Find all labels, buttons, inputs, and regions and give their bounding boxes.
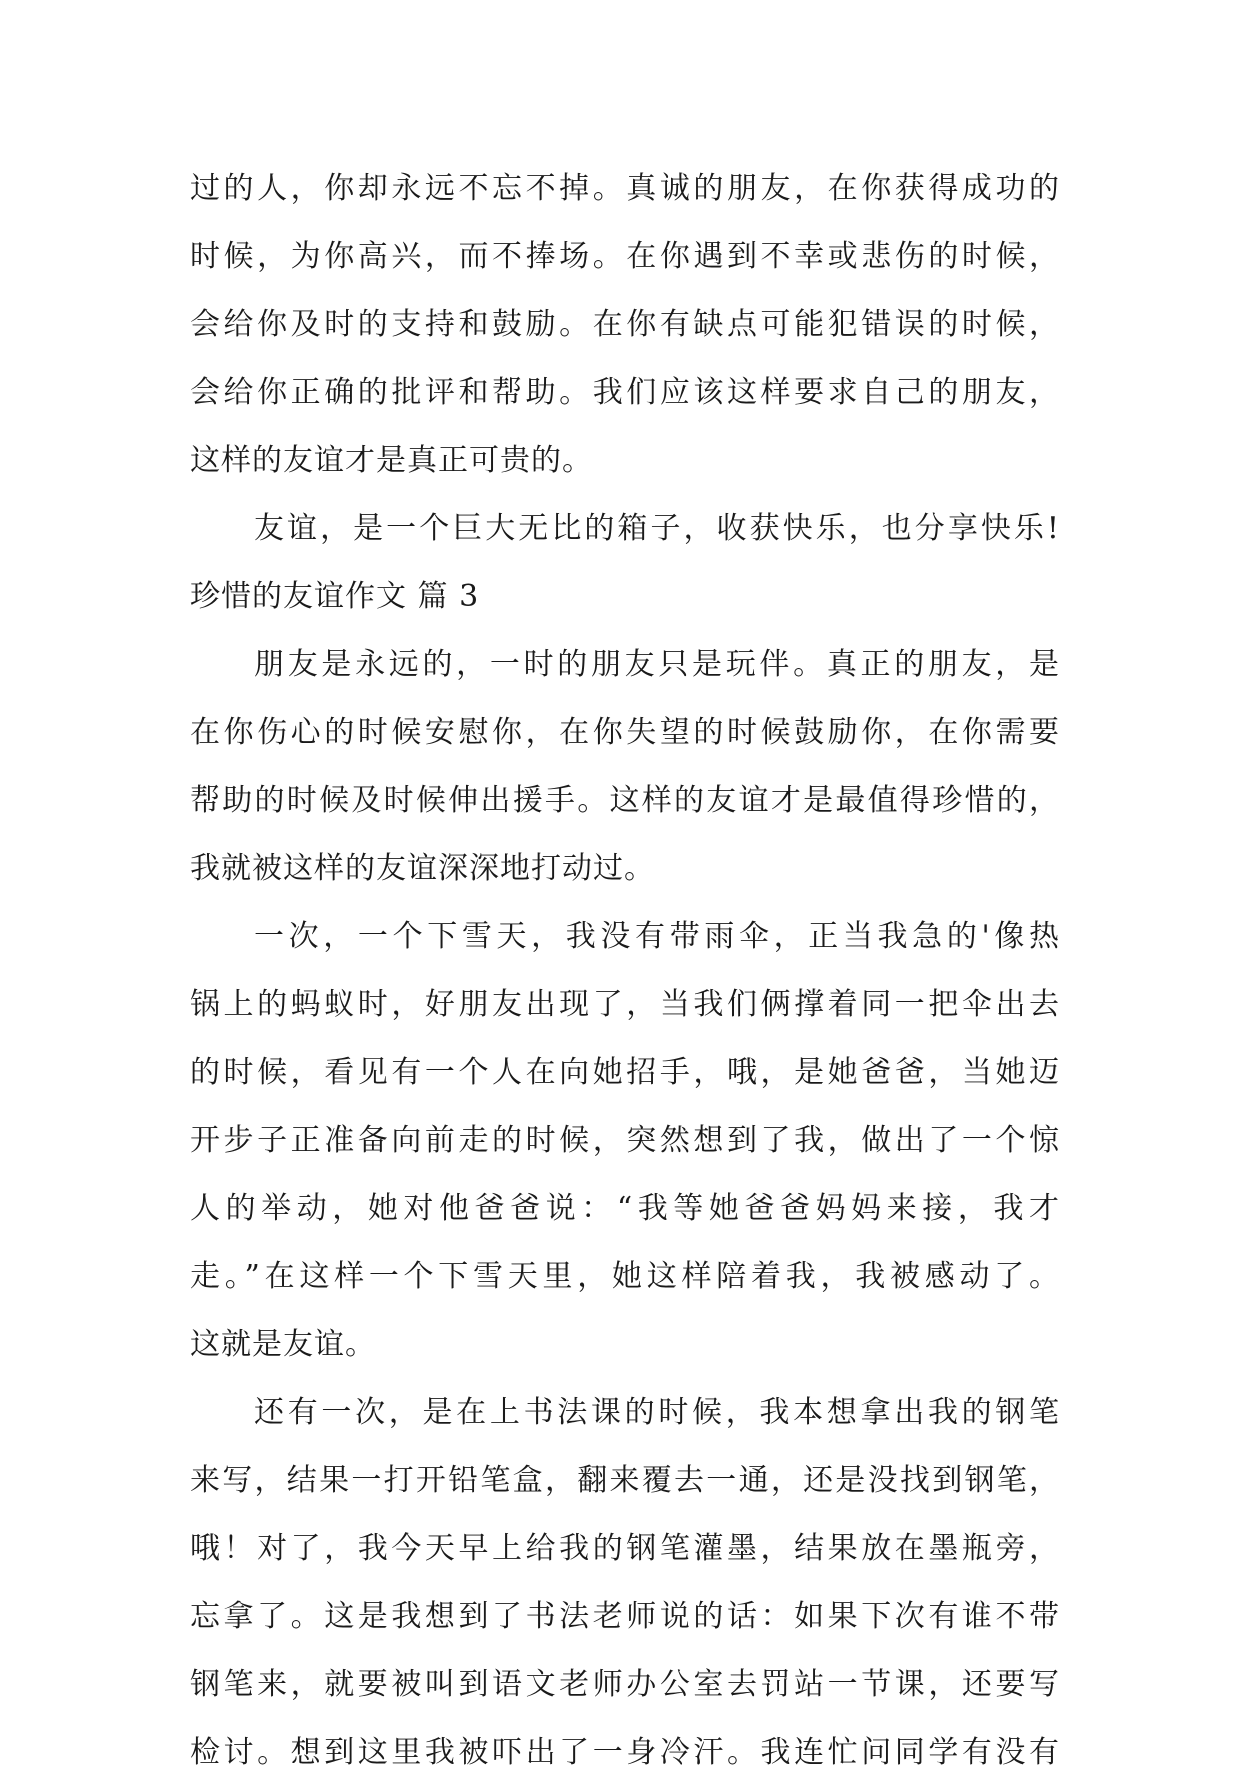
- section-heading: 珍惜的友谊作文 篇 3: [190, 579, 480, 614]
- text-line: 这样的友谊才是真正可贵的。: [190, 443, 593, 478]
- text-line: 检讨。想到这里我被吓出了一身冷汗。我连忙问同学有没有: [190, 1735, 1060, 1770]
- text-line: 开步子正准备向前走的时候，突然想到了我，做出了一个惊: [190, 1123, 1060, 1158]
- text-line: 人的举动，她对他爸爸说：“我等她爸爸妈妈来接，我才: [190, 1191, 1060, 1226]
- text-line: 钢笔来，就要被叫到语文老师办公室去罚站一节课，还要写: [190, 1667, 1060, 1702]
- text-line: 一次，一个下雪天，我没有带雨伞，正当我急的'像热: [254, 919, 1060, 954]
- text-line: 帮助的时候及时候伸出援手。这样的友谊才是最值得珍惜的，: [190, 783, 1060, 818]
- text-line: 友谊，是一个巨大无比的箱子，收获快乐，也分享快乐!: [254, 511, 1060, 546]
- text-line: 的时候，看见有一个人在向她招手，哦，是她爸爸，当她迈: [190, 1055, 1060, 1090]
- text-line: 这就是友谊。: [190, 1327, 376, 1362]
- text-line: 在你伤心的时候安慰你，在你失望的时候鼓励你，在你需要: [190, 715, 1060, 750]
- text-line: 锅上的蚂蚁时，好朋友出现了，当我们俩撑着同一把伞出去: [190, 987, 1060, 1022]
- text-line: 时候，为你高兴，而不捧场。在你遇到不幸或悲伤的时候，: [190, 239, 1060, 274]
- text-line: 朋友是永远的，一时的朋友只是玩伴。真正的朋友，是: [254, 647, 1060, 682]
- text-line: 我就被这样的友谊深深地打动过。: [190, 851, 655, 886]
- text-line: 哦！对了，我今天早上给我的钢笔灌墨，结果放在墨瓶旁，: [190, 1531, 1060, 1566]
- text-line: 来写，结果一打开铅笔盒，翻来覆去一通，还是没找到钢笔，: [190, 1463, 1060, 1498]
- text-line: 会给你及时的支持和鼓励。在你有缺点可能犯错误的时候，: [190, 307, 1060, 342]
- text-line: 走。”在这样一个下雪天里，她这样陪着我，我被感动了。: [190, 1259, 1060, 1294]
- text-line: 忘拿了。这是我想到了书法老师说的话：如果下次有谁不带: [190, 1599, 1060, 1634]
- text-line: 还有一次，是在上书法课的时候，我本想拿出我的钢笔: [254, 1395, 1060, 1430]
- text-line: 过的人，你却永远不忘不掉。真诚的朋友，在你获得成功的: [190, 171, 1060, 206]
- text-line: 会给你正确的批评和帮助。我们应该这样要求自己的朋友，: [190, 375, 1060, 410]
- document-page: [190, 155, 1060, 1787]
